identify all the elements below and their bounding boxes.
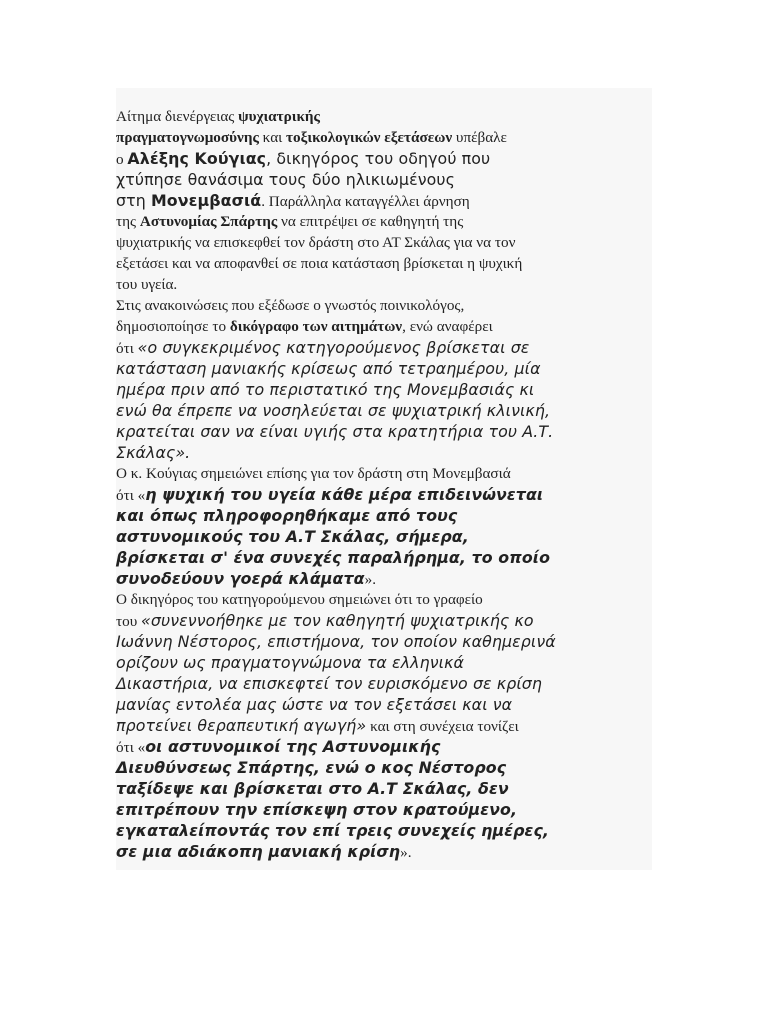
text-run: της	[116, 213, 140, 230]
text-line	[116, 379, 652, 400]
quote-text: κρατείται σαν να είναι υγιής στα κρατητήρια του Α.Τ.	[116, 422, 554, 441]
text-run: . Παράλληλα καταγγέλλει άρνηση	[261, 193, 470, 210]
text-run: Στις ανακοινώσεις που εξέδωσε ο γνωστός ποινικολόγος,	[116, 297, 465, 314]
bold-quote-text: εγκαταλείποντάς τον επί τρεις συνεχείς ημέρες,	[116, 821, 550, 840]
text-run: Ο κ. Κούγιας σημειώνει επίσης για τον δράστη στη Μονεμβασιά	[116, 465, 511, 482]
text-run: και στη συνέχεια τονίζει	[366, 718, 519, 735]
bold-quote-text: επιτρέπουν την επίσκεψη στον κρατούμενο,	[116, 800, 518, 819]
text-line	[116, 127, 652, 148]
text-line	[116, 400, 652, 421]
text-line	[116, 148, 652, 169]
text-run: Αίτημα διενέργειας	[116, 108, 239, 125]
text-line	[116, 505, 652, 526]
quote-text: ενώ θα έπρεπε να νοσηλεύεται σε ψυχιατρική κλινική,	[116, 401, 551, 420]
text-line	[116, 757, 652, 778]
text-line	[116, 715, 652, 736]
text-line	[116, 778, 652, 799]
bold-text: δικόγραφο των αιτημάτων	[229, 318, 403, 335]
text-run: ότι	[116, 340, 138, 357]
text-line	[116, 463, 652, 484]
text-line	[116, 652, 652, 673]
text-run: Ο δικηγόρος του κατηγορούμενου σημειώνει ότι το γραφείο	[116, 591, 483, 608]
text-line	[116, 736, 652, 757]
text-line	[116, 316, 652, 337]
text-run: του υγεία.	[116, 276, 178, 293]
bold-quote-text: η ψυχική του υγεία κάθε μέρα επιδεινώνεται	[145, 485, 544, 504]
text-run: , δικηγόρος του οδηγού που	[266, 149, 491, 168]
text-line	[116, 253, 652, 274]
text-line	[116, 547, 652, 568]
text-run: και	[258, 129, 287, 146]
text-run: ».	[400, 844, 412, 861]
bold-text: Αλέξης Κούγιας	[127, 149, 267, 168]
text-line	[116, 568, 652, 589]
text-run: χτύπησε θανάσιμα τους δύο ηλικιωμένους	[116, 170, 456, 189]
text-run: δημοσιοποίησε το	[116, 318, 230, 335]
text-line	[116, 295, 652, 316]
text-line	[116, 169, 652, 190]
bold-text: πραγματογνωμοσύνης	[116, 129, 259, 146]
bold-quote-text: συνοδεύουν γοερά κλάματα	[116, 569, 365, 588]
bold-text: Μονεμβασιά	[150, 191, 262, 210]
text-line	[116, 274, 652, 295]
text-line	[116, 673, 652, 694]
text-run: ότι «	[116, 739, 146, 756]
text-line	[116, 337, 652, 358]
text-line	[116, 841, 652, 862]
text-line	[116, 232, 652, 253]
text-line	[116, 190, 652, 211]
bold-quote-text: ταξίδεψε και βρίσκεται στο Α.Τ Σκάλας, δεν	[116, 779, 509, 798]
text-line	[116, 526, 652, 547]
text-run: ».	[364, 571, 377, 588]
text-run: , ενώ αναφέρει	[402, 318, 493, 335]
text-line	[116, 211, 652, 232]
bold-text: ψυχιατρικής	[238, 108, 320, 125]
text-line	[116, 694, 652, 715]
text-line	[116, 799, 652, 820]
bold-quote-text: αστυνομικούς του Α.Τ Σκάλας, σήμερα,	[116, 527, 469, 546]
text-line	[116, 442, 652, 463]
quote-text: ημέρα πριν από το περιστατικό της Μονεμβασιάς κι	[116, 380, 535, 399]
text-run: εξετάσει και να αποφανθεί σε ποια κατάσταση βρίσκεται η ψυχική	[116, 255, 523, 272]
article-page	[116, 88, 652, 870]
bold-quote-text: σε μια αδιάκοπη μανιακή κρίση	[116, 842, 401, 861]
bold-text: τοξικολογικών εξετάσεων	[286, 129, 453, 146]
quote-text: προτείνει θεραπευτική αγωγή»	[116, 716, 367, 735]
text-run: υπέβαλε	[452, 129, 507, 146]
bold-quote-text: Διευθύνσεως Σπάρτης, ενώ ο κος Νέστορος	[116, 758, 507, 777]
text-line	[116, 820, 652, 841]
text-run: στη	[116, 191, 151, 210]
text-run: του	[116, 613, 142, 630]
text-line	[116, 484, 652, 505]
text-line	[116, 610, 652, 631]
quote-text: κατάσταση μανιακής κρίσεως από τετραημέρου, μία	[116, 359, 541, 378]
text-line	[116, 631, 652, 652]
bold-quote-text: βρίσκεται σ' ένα συνεχές παραλήρημα, το οποίο	[116, 548, 551, 567]
quote-text: ορίζουν ως πραγματογνώμονα τα ελληνικά	[116, 653, 464, 672]
quote-text: Ιωάννη Νέστορος, επιστήμονα, τον οποίον καθημερινά	[116, 632, 556, 651]
quote-text: μανίας εντολέα μας ώστε να τον εξετάσει και να	[116, 695, 513, 714]
quote-text: «συνεννοήθηκε με τον καθηγητή ψυχιατρικής κο	[141, 611, 534, 630]
text-run: ψυχιατρικής να επισκεφθεί τον δράστη στο ΑΤ Σκάλας για να τον	[116, 234, 516, 251]
quote-text: Σκάλας».	[116, 443, 191, 462]
text-run: ο	[116, 151, 128, 168]
bold-quote-text: οι αστυνομικοί της Αστυνομικής	[145, 737, 441, 756]
text-run: ότι «	[116, 487, 146, 504]
quote-text: Δικαστήρια, να επισκεφτεί τον ευρισκόμενο σε κρίση	[116, 674, 543, 693]
quote-text: «ο συγκεκριμένος κατηγορούμενος βρίσκεται σε	[137, 338, 530, 357]
text-run: να επιτρέψει σε καθηγητή της	[277, 213, 464, 230]
text-line	[116, 421, 652, 442]
text-line	[116, 106, 652, 127]
text-line	[116, 589, 652, 610]
bold-text: Αστυνομίας Σπάρτης	[139, 213, 278, 230]
text-line	[116, 358, 652, 379]
bold-quote-text: και όπως πληροφορηθήκαμε από τους	[116, 506, 458, 525]
